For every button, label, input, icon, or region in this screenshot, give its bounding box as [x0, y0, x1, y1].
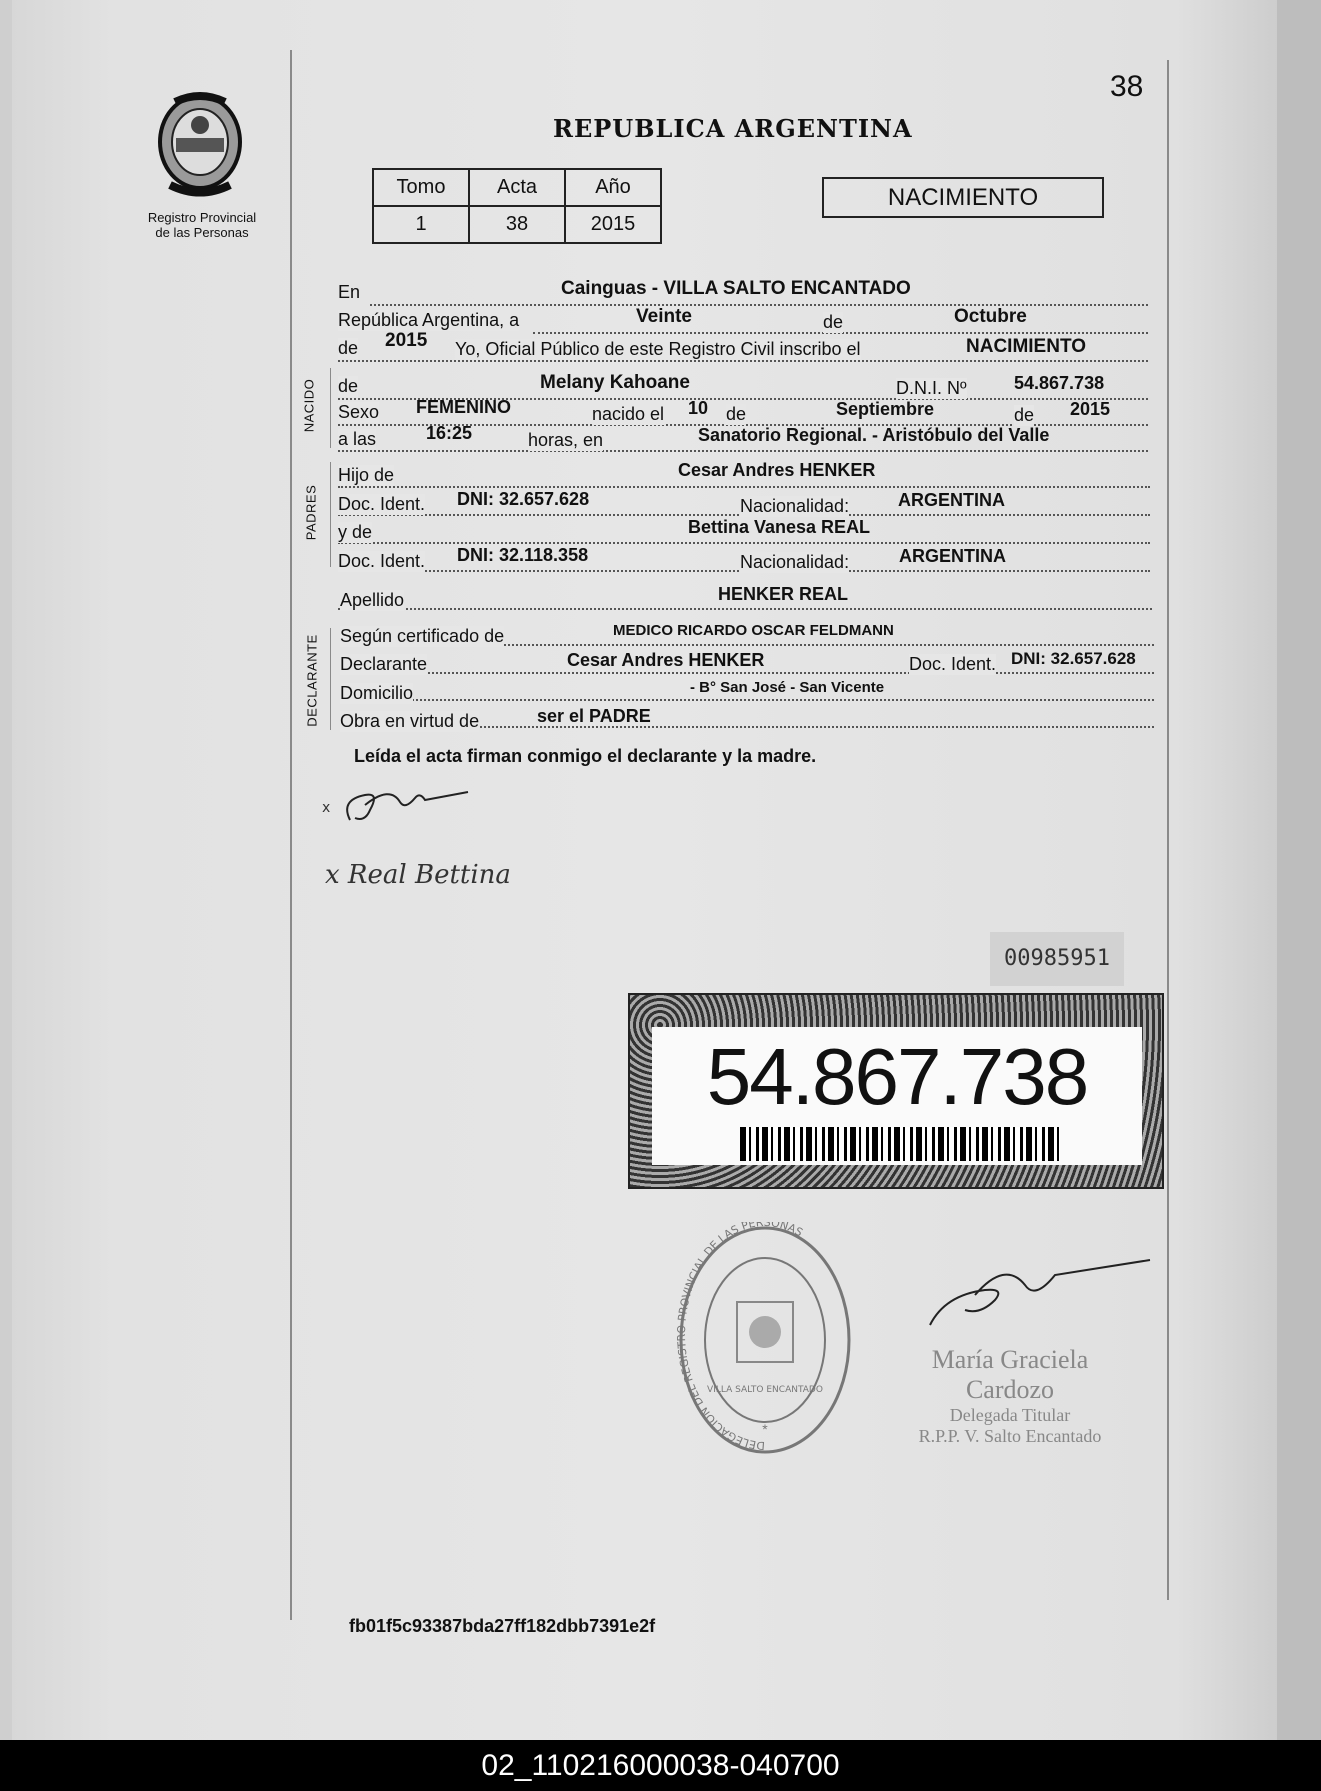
table-row: [373, 206, 661, 243]
svg-text:x: x: [322, 800, 331, 816]
nacido-label: nacido el: [592, 404, 665, 424]
right-margin-line: [1167, 60, 1169, 1600]
month-value: Octubre: [954, 306, 1027, 327]
registry-line1: Registro Provincial: [147, 210, 257, 225]
official-name: María Graciela Cardozo: [931, 1345, 1089, 1404]
birth-day-value: 10: [688, 398, 709, 418]
birth-place-value: Sanatorio Regional. - Aristóbulo del Valle: [698, 425, 1050, 445]
declarante-value: Cesar Andres HENKER: [567, 650, 765, 670]
de2-label: de: [338, 338, 359, 358]
official-signature: [925, 1255, 1155, 1340]
table-header-row: [373, 169, 661, 206]
domicilio-label: Domicilio: [340, 683, 414, 703]
official-role: Delegada Titular: [949, 1405, 1071, 1425]
dni-sticker: [628, 993, 1164, 1189]
father-nat-label: Nacionalidad:: [740, 496, 850, 516]
province-seal-logo: [150, 90, 250, 205]
padres-section-line: [330, 462, 331, 567]
nacido-section-label: NACIDO: [301, 378, 317, 433]
binding-edge: [1277, 0, 1321, 1740]
document-hash: fb01f5c93387bda27ff182dbb7391e2f: [349, 1616, 656, 1636]
act-value: NACIMIENTO: [966, 336, 1086, 357]
dni-value: 54.867.738: [1014, 373, 1105, 393]
page-number: 38: [1110, 70, 1144, 103]
de-label: de: [823, 312, 844, 332]
country-title: REPUBLICA ARGENTINA: [553, 114, 913, 143]
republica-label: República Argentina, a: [338, 310, 520, 330]
day-value: Veinte: [636, 306, 692, 327]
hijo-label: Hijo de: [338, 465, 395, 485]
obra-label: Obra en virtud de: [340, 711, 480, 731]
father-nat-value: ARGENTINA: [898, 490, 1005, 510]
official-stamp: [675, 1222, 855, 1458]
declarante-section-line: [330, 628, 331, 730]
svg-text:*: *: [762, 1421, 768, 1437]
mother-signature: x Real Bettina: [325, 860, 511, 890]
alas-label: a las: [338, 429, 377, 449]
father-value: Cesar Andres HENKER: [678, 460, 876, 480]
value-acta: 38: [469, 206, 565, 243]
obra-value: ser el PADRE: [537, 706, 651, 726]
en-label: En: [338, 282, 361, 302]
value-tomo: 1: [373, 206, 469, 243]
padres-section-label: PADRES: [303, 484, 319, 541]
cert-value: MEDICO RICARDO OSCAR FELDMANN: [613, 622, 894, 639]
reference-table: [372, 168, 662, 244]
document-page: [12, 0, 1277, 1740]
barcode: [740, 1127, 1060, 1161]
dni-sticker-number: 54.867.738: [706, 1032, 1088, 1121]
nacido-section-line: [330, 368, 331, 448]
declarante-signature: [320, 780, 480, 835]
official-name-stamp: [890, 1345, 1130, 1447]
hour-value: 16:25: [426, 423, 473, 443]
value-ano: 2015: [565, 206, 661, 243]
apellido-value: HENKER REAL: [718, 584, 849, 604]
registry-line2: de las Personas: [155, 225, 249, 240]
declarante-doc-value: DNI: 32.657.628: [1011, 649, 1136, 668]
stamp-ring-text: DELEGACION DEL REGISTRO PROVINCIAL DE LAS PERSONAS: [675, 1222, 806, 1453]
record-type-box: NACIMIENTO: [822, 177, 1104, 218]
header-ano: Año: [565, 169, 661, 206]
father-doc-value: DNI: 32.657.628: [457, 489, 590, 509]
declarante-section-label: DECLARANTE: [304, 634, 320, 727]
stamp-inner-text: VILLA SALTO ENCANTADO: [707, 1385, 823, 1395]
domicilio-value: - B° San José - San Vicente: [690, 679, 885, 696]
father-doc-label: Doc. Ident.: [338, 494, 426, 514]
birth-year-value: 2015: [1070, 399, 1111, 419]
mother-value: Bettina Vanesa REAL: [688, 517, 871, 537]
cert-label: Según certificado de: [340, 626, 505, 646]
de-birth-label: de: [726, 404, 747, 424]
de-year-label: de: [1014, 405, 1035, 425]
apellido-label: Apellido: [340, 590, 405, 610]
name-value: Melany Kahoane: [540, 372, 690, 393]
sexo-label: Sexo: [338, 402, 380, 422]
declarante-doc-label: Doc. Ident.: [909, 654, 997, 674]
de-name-label: de: [338, 376, 359, 396]
header-tomo: Tomo: [373, 169, 469, 206]
birth-month-value: Septiembre: [836, 399, 935, 419]
sexo-value: FEMENINO: [416, 397, 512, 417]
left-margin-line: [290, 50, 292, 1620]
dni-label: D.N.I. Nº: [896, 378, 967, 398]
year-value: 2015: [385, 330, 428, 351]
declarante-label: Declarante: [340, 654, 428, 674]
official-office: R.P.P. V. Salto Encantado: [918, 1426, 1102, 1446]
footer-filename: 02_110216000038-040700: [0, 1740, 1321, 1791]
yo-label: Yo, Oficial Público de este Registro Civil inscribo el: [455, 339, 861, 359]
mother-doc-label: Doc. Ident.: [338, 551, 426, 571]
registry-name: [132, 210, 272, 240]
yde-label: y de: [338, 522, 373, 542]
header-acta: Acta: [469, 169, 565, 206]
serial-number: 00985951: [990, 932, 1124, 986]
horas-label: horas, en: [528, 430, 604, 450]
mother-nat-value: ARGENTINA: [899, 546, 1006, 566]
closing-statement: Leída el acta firman conmigo el declarante y la madre.: [354, 746, 817, 766]
dni-sticker-panel: [652, 1027, 1142, 1165]
place-value: Cainguas - VILLA SALTO ENCANTADO: [561, 278, 911, 299]
mother-doc-value: DNI: 32.118.358: [457, 545, 589, 565]
mother-nat-label: Nacionalidad:: [740, 552, 850, 572]
